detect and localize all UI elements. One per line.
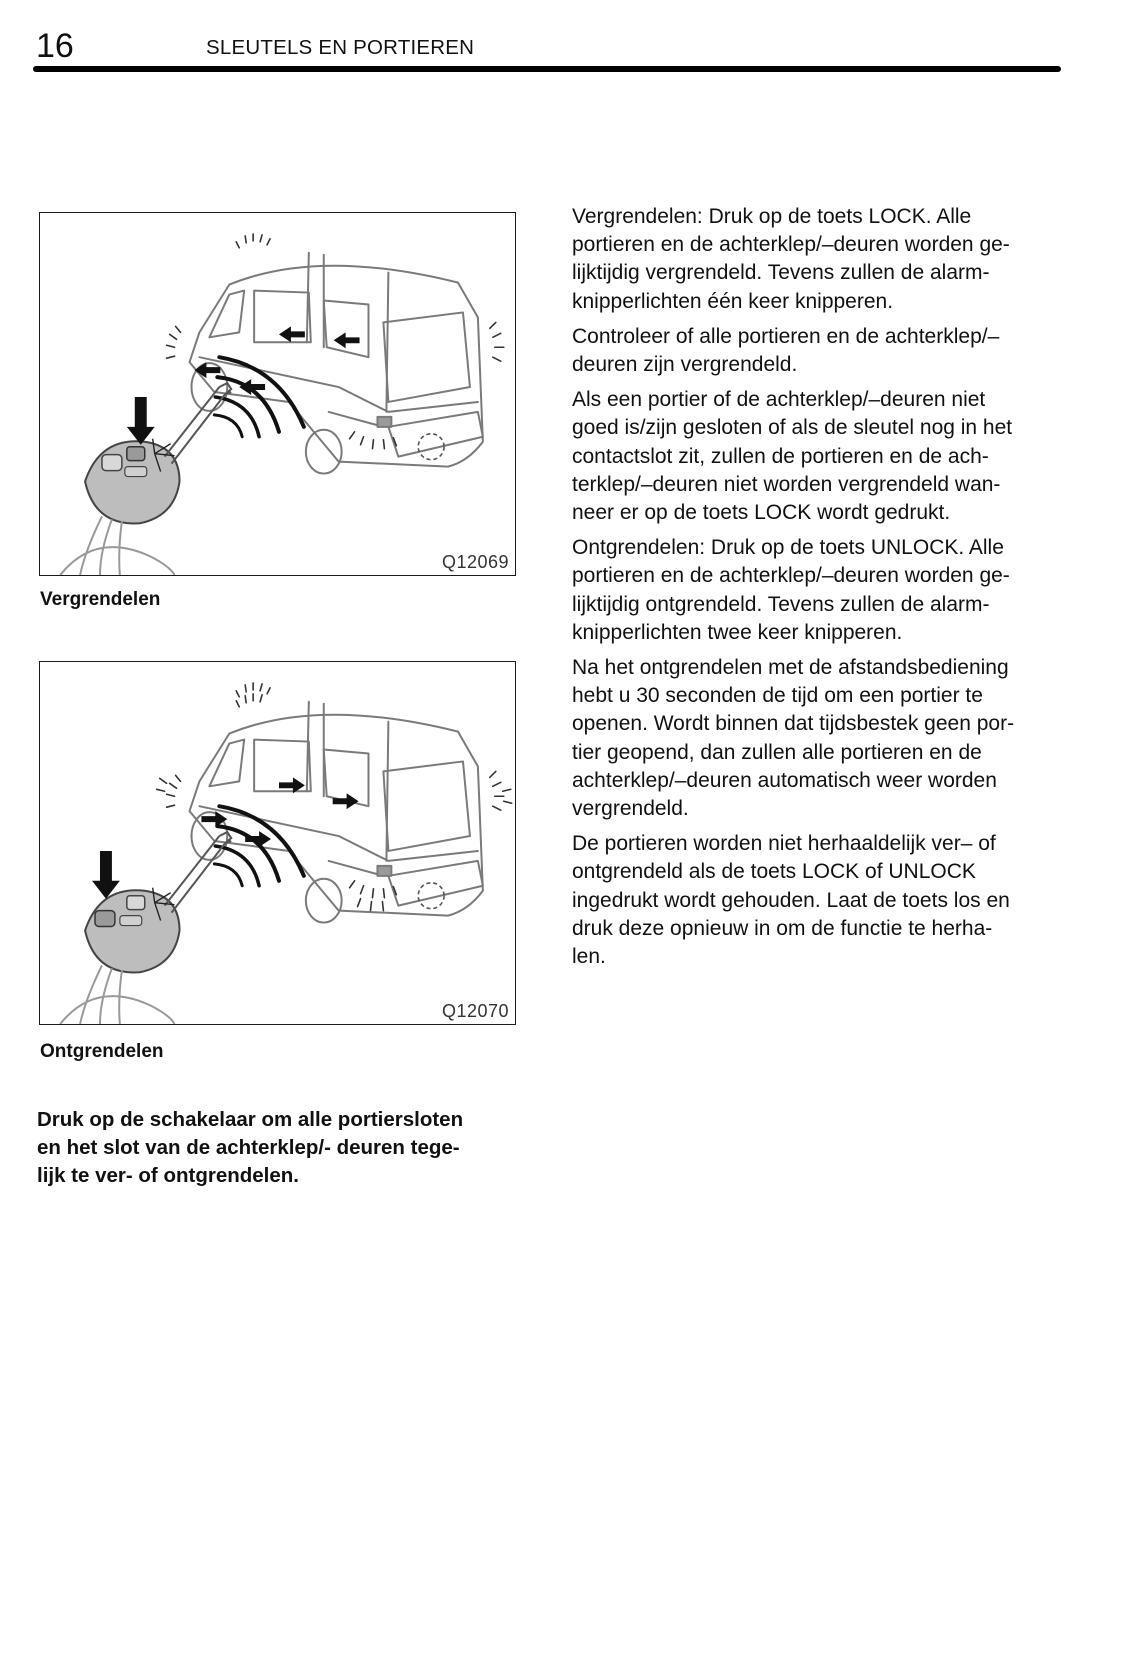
van-illustration xyxy=(189,702,482,923)
text-line: achterklep/–deuren automatisch weer worden xyxy=(572,768,997,792)
text-line: ontgrendeld als de toets LOCK of UNLOCK xyxy=(572,860,976,884)
text-line: goed is/zijn gesloten of als de sleutel nog in het xyxy=(572,416,1013,440)
text-line: Na het ontgrendelen met de afstandsbediening xyxy=(572,656,1009,680)
figure-caption-unlock: Ontgrendelen xyxy=(40,1041,164,1062)
van-illustration xyxy=(189,253,482,474)
van-remote-lock-drawing xyxy=(40,213,515,575)
summary-line: en het slot van de achterklep/- deuren tege- xyxy=(37,1136,460,1159)
section-title: SLEUTELS EN PORTIEREN xyxy=(206,36,475,59)
figure-lock-illustration xyxy=(39,212,516,576)
page-number: 16 xyxy=(36,27,74,65)
paragraph-repeat xyxy=(572,830,1092,971)
text-line: Controleer of alle portieren en de achterklep/– xyxy=(572,324,1000,348)
text-line: terklep/–deuren niet worden vergrendeld wan- xyxy=(572,472,1001,496)
text-line: lijktijdig vergrendeld. Tevens zullen de alarm- xyxy=(572,261,990,285)
text-line: knipperlichten één keer knipperen. xyxy=(572,289,894,313)
text-line: vergrendeld. xyxy=(572,797,689,821)
paragraph-unlock xyxy=(572,534,1092,647)
flash-marks xyxy=(157,683,512,911)
text-line: druk deze opnieuw in om de functie te herha- xyxy=(572,916,993,940)
paragraph-check xyxy=(572,323,1092,379)
lock-button-icon xyxy=(127,447,145,461)
figure-code: Q12069 xyxy=(441,552,509,572)
paragraph-lock-failure xyxy=(572,386,1092,527)
text-line: deuren zijn vergrendeld. xyxy=(572,353,798,377)
text-line: openen. Wordt binnen dat tijdsbestek geen por- xyxy=(572,712,1015,736)
text-line: portieren en de achterklep/–deuren worden ge- xyxy=(572,564,1010,588)
paragraph-auto-relock xyxy=(572,654,1092,823)
text-line: Als een portier of de achterklep/–deuren niet xyxy=(572,388,986,412)
text-line: Vergrendelen: Druk op de toets LOCK. Alle xyxy=(572,205,972,228)
summary-line: Druk op de schakelaar om alle portiersloten xyxy=(37,1108,464,1131)
van-remote-unlock-drawing xyxy=(40,662,515,1024)
figure-caption-lock: Vergrendelen xyxy=(40,589,161,610)
text-line: neer er op de toets LOCK wordt gedrukt. xyxy=(572,501,951,525)
text-line: ingedrukt wordt gehouden. Laat de toets los en xyxy=(572,888,1010,912)
paragraph-lock xyxy=(572,203,1092,316)
text-line: len. xyxy=(572,945,606,969)
text-line: tier geopend, dan zullen alle portieren en de xyxy=(572,740,982,764)
header-rule xyxy=(33,66,1061,72)
figure-unlock-illustration xyxy=(39,661,516,1025)
text-line: contactslot zit, zullen de portieren en de ach- xyxy=(572,444,989,468)
unlock-button-icon xyxy=(95,911,115,927)
text-line: knipperlichten twee keer knipperen. xyxy=(572,620,903,644)
press-arrow-icon xyxy=(92,851,120,899)
figure-code: Q12070 xyxy=(441,1001,509,1021)
summary-line: lijk te ver- of ontgrendelen. xyxy=(37,1164,299,1187)
body-text-column xyxy=(572,203,1092,978)
text-line: Ontgrendelen: Druk op de toets UNLOCK. Alle xyxy=(572,536,1004,560)
key-fob-icon xyxy=(60,832,231,1024)
summary-paragraph xyxy=(37,1106,527,1190)
text-line: hebt u 30 seconden de tijd om een portier te xyxy=(572,684,983,708)
text-line: lijktijdig ontgrendeld. Tevens zullen de alarm- xyxy=(572,592,990,616)
text-line: De portieren worden niet herhaaldelijk ver– of xyxy=(572,832,996,856)
text-line: portieren en de achterklep/–deuren worden ge- xyxy=(572,233,1010,257)
press-arrow-icon xyxy=(127,397,155,445)
